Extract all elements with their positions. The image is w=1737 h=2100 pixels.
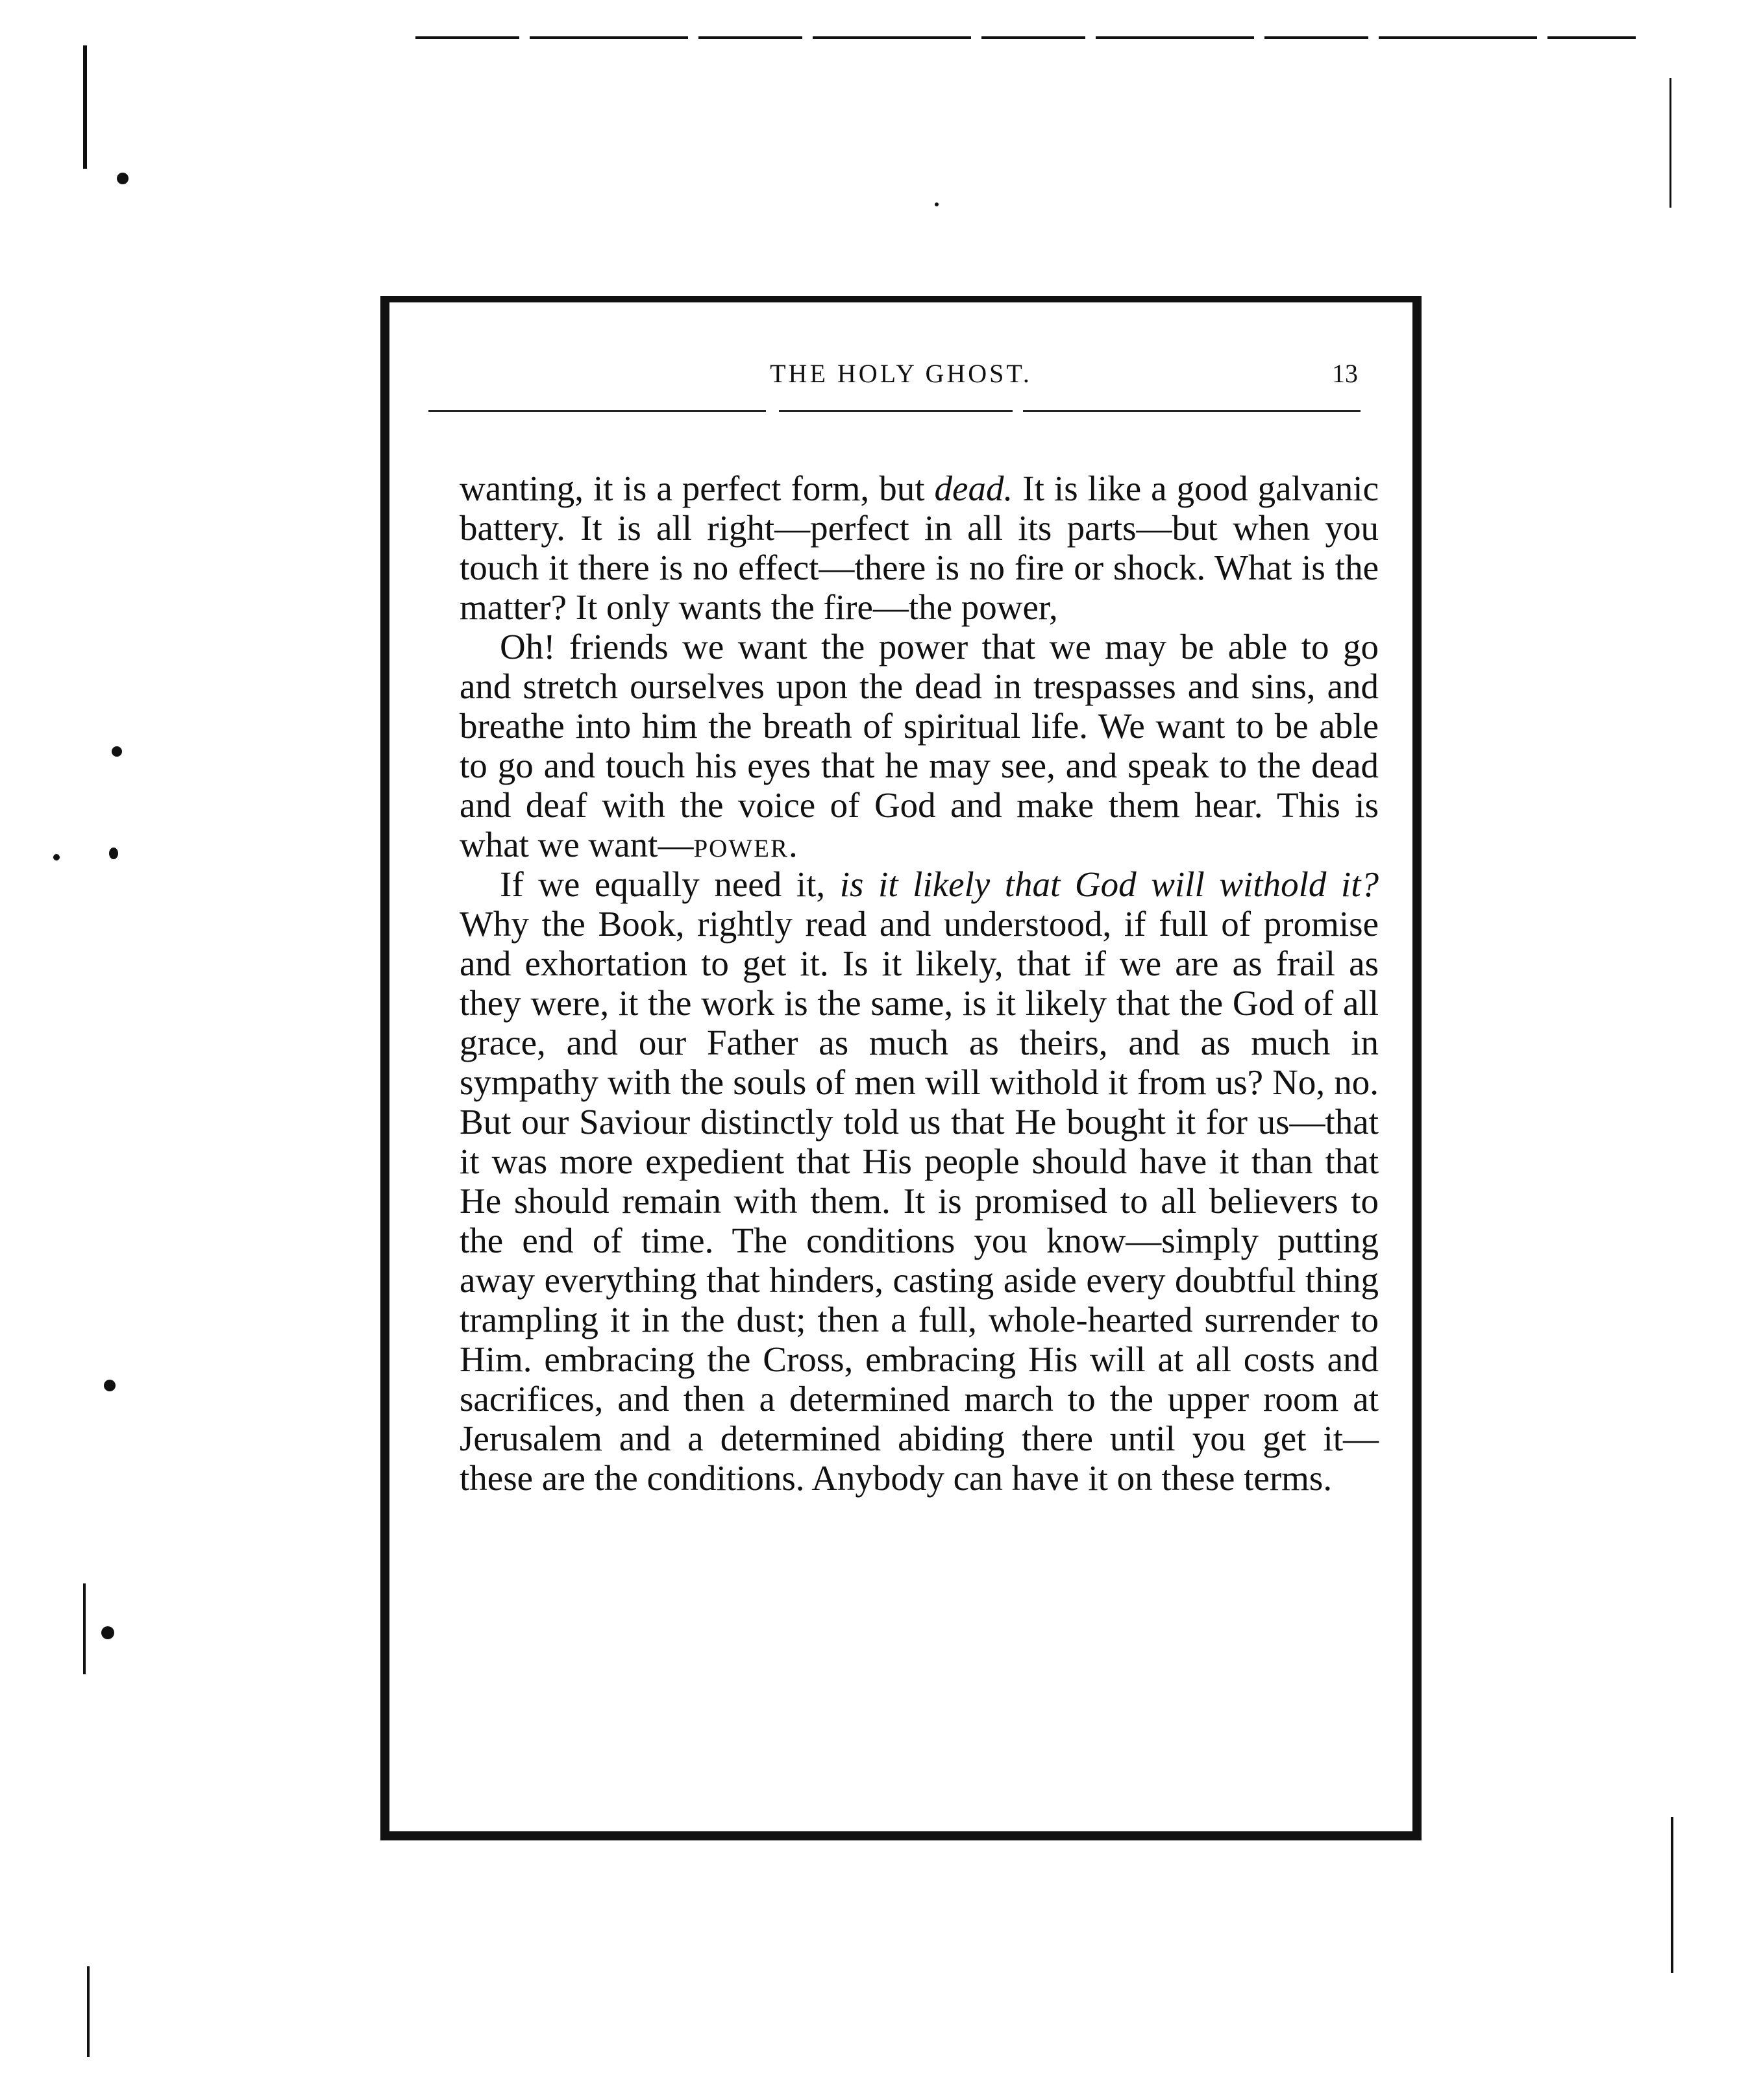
scan-top-rule xyxy=(415,36,1636,39)
emphasis: is it likely that God will withold it? xyxy=(839,864,1379,904)
running-title: THE HOLY GHOST. xyxy=(770,359,1032,388)
scan-speck xyxy=(101,1626,114,1639)
scan-right-edge xyxy=(1671,1817,1673,1973)
scan-left-edge xyxy=(83,1583,86,1674)
text-body xyxy=(460,469,1379,1498)
emphasis: dead. xyxy=(934,469,1013,508)
page-header xyxy=(389,358,1412,397)
scan-left-edge xyxy=(83,45,87,169)
small-caps-word: power. xyxy=(693,825,799,864)
paragraph: Oh! friends we want the power that we may be able to go and stretch ourselves upon the dead in trespasses and sins, and breathe into him the breath of spiritual life. We want to be able to go and touch his eyes that he may see, and speak to the dead and deaf with the voice of God and make them hear. This is what we want—power. xyxy=(460,627,1379,864)
scan-speck xyxy=(109,848,118,859)
scan-right-edge xyxy=(1669,78,1671,208)
scan-speck xyxy=(53,854,60,861)
page-number: 13 xyxy=(1332,359,1358,388)
scan-left-edge xyxy=(87,1966,90,2057)
scan-speck xyxy=(112,746,122,757)
scan-speck xyxy=(104,1380,116,1391)
header-rule xyxy=(428,410,1374,412)
paragraph: If we equally need it, is it likely that God will withold it? Why the Book, rightly read and understood, if full of promise and exhortation to get it. Is it likely, that if we are as frail as they were, it the work is the same, is it likely that the God of all grace, and our Father as much as theirs, and as much in sympathy with the souls of men will withold it from us? No, no. But our Saviour distinctly told us that He bought it for us—that it was more expedient that His people should have it than that He should remain with them. It is promised to all believers to the end of time. The conditions you know—simply putting away everything that hinders, casting aside every doubtful thing trampling it in the dust; then a full, whole-hearted surrender to Him. embracing the Cross, embracing His will at all costs and sacrifices, and then a determined march to the upper room at Jerusalem and a determined abiding there until you get it—these are the conditions. Anybody can have it on these terms. xyxy=(460,864,1379,1498)
page-frame xyxy=(380,296,1422,1840)
scan-speck xyxy=(117,173,129,184)
paragraph: wanting, it is a perfect form, but dead. It is like a good galvanic battery. It is all right—perfect in all its parts—but when you touch it there is no effect—there is no fire or shock. What is the matter? It only wants the fire—the power, xyxy=(460,469,1379,627)
scan-speck xyxy=(935,202,939,206)
